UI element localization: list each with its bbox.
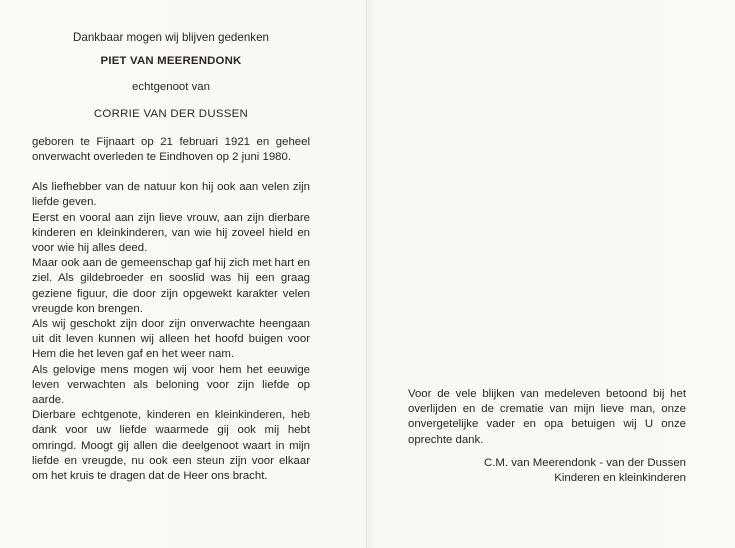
deceased-name: PIET VAN MEERENDONK xyxy=(100,55,242,68)
spouse-label: echtgenoot van xyxy=(132,81,210,94)
signature-line: Kinderen en kleinkinderen xyxy=(554,472,686,485)
spouse-name: CORRIE VAN DER DUSSEN xyxy=(93,107,249,120)
paragraph: Eerst en vooral aan zijn lieve vrouw, aan zijn dierbare kinderen en kleinkinderen, van wie hij zoveel hield en voor wie hij alles deed. xyxy=(32,211,310,255)
paragraph: Dierbare echtgenote, kinderen en kleinkinderen, heb dank voor uw liefde waarmede gij ook mij hebt omringd. Moogt gij allen die deelgenoot waart in mijn liefde en vreugde, nu ook een steun zijn voor elkaar om het kruis te dragen dat de Heer ons bracht. xyxy=(32,409,310,483)
paragraph: Als wij geschokt zijn door zijn onverwachte heengaan uit dit leven kunnen wij alleen het hoofd buigen voor Hem die het leven gaf en het weer nam. xyxy=(32,318,310,361)
thanks-text: Voor de vele blijken van medeleven betoond bij het overlijden en de crematie van mijn lieve man, onze onvergetelijke vader en opa betuigen wij U onze oprechte dank. xyxy=(408,388,686,446)
life-text xyxy=(32,180,310,484)
left-page xyxy=(32,30,310,484)
signature-line: C.M. van Meerendonk - van der Dussen xyxy=(484,456,686,469)
right-page xyxy=(408,387,686,486)
card-fold xyxy=(366,0,367,548)
birth-death-text: geboren te Fijnaart op 21 februari 1921 en geheel onverwacht overleden te Eindhoven op 2 juni 1980. xyxy=(32,135,310,164)
opening-line: Dankbaar mogen wij blijven gedenken xyxy=(73,31,269,44)
paragraph: Als liefhebber van de natuur kon hij ook aan velen zijn liefde geven. xyxy=(32,181,310,209)
paragraph: Als gelovige mens mogen wij voor hem het eeuwige leven verwachten als beloning voor zijn liefde op aarde. xyxy=(32,363,310,407)
paragraph: Maar ook aan de gemeenschap gaf hij zich met hart en ziel. Als gildebroeder en sooslid was hij een graag geziene figuur, die door zijn opgewekt karakter velen vreugde kon brengen. xyxy=(32,257,310,315)
